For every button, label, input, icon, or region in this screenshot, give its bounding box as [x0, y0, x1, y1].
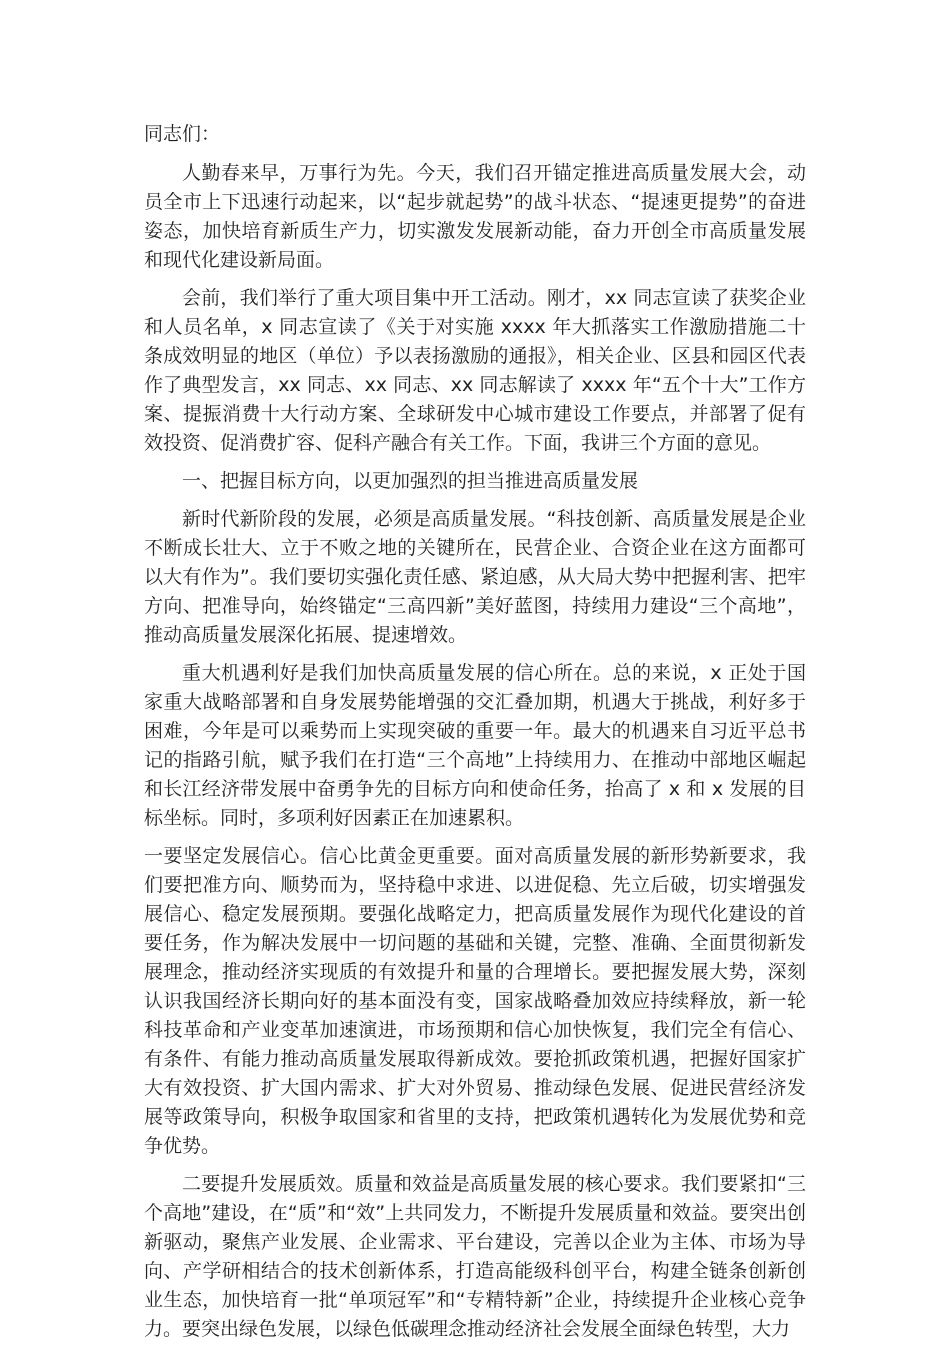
paragraph-opening: 人勤春来早，万事行为先。今天，我们召开锚定推进高质量发展大会，动员全市上下迅速行动起来，以“起步就起势”的战斗状态、“提速更提势”的奋进姿态，加快培育新质生产力，切实激发发展新动能，奋力开创全市高质量发展和现代化建设新局面。 — [144, 162, 806, 271]
document-page — [144, 120, 806, 1353]
section-heading-1: 一、把握目标方向，以更加强烈的担当推进高质量发展 — [182, 470, 639, 492]
paragraph-new-era: 新时代新阶段的发展，必须是高质量发展。“科技创新、高质量发展是企业不断成长壮大、立于不败之地的关键所在，民营企业、合资企业在这方面都可以大有作为”。我们要切实强化责任感、紧迫感，从大局大势中把握利害、把牢方向、把准导向，始终锚定“三高四新”美好蓝图，持续用力建设“三个高地”，推动高质量发展深化拓展、提速增效。 — [144, 508, 806, 646]
salutation: 同志们： — [144, 123, 221, 145]
paragraph-opportunities: 重大机遇利好是我们加快高质量发展的信心所在。总的来说，x 正处于国家重大战略部署和自身发展势能增强的交汇叠加期，机遇大于挑战，利好多于困难，今年是可以乘势而上实现突破的重要一年。最大的机遇来自习近平总书记的指路引航，赋予我们在打造“三个高地”上持续用力、在推动中部地区崛起和长江经济带发展中奋勇争先的目标方向和使命任务，抬高了 x 和 x 发展的目标坐标。同时，多项利好因素正在加速累积。 — [144, 662, 806, 829]
paragraph-confidence: 一要坚定发展信心。信心比黄金更重要。面对高质量发展的新形势新要求，我们要把准方向、顺势而为，坚持稳中求进、以进促稳、先立后破，切实增强发展信心、稳定发展预期。要强化战略定力，把高质量发展作为现代化建设的首要任务，作为解决发展中一切问题的基础和关键，完整、准确、全面贯彻新发展理念，推动经济实现质的有效提升和量的合理增长。要把握发展大势，深刻认识我国经济长期向好的基本面没有变，国家战略叠加效应持续释放，新一轮科技革命和产业变革加速演进，市场预期和信心加快恢复，我们完全有信心、有条件、有能力推动高质量发展取得新成效。要抢抓政策机遇，把握好国家扩大有效投资、扩大国内需求、扩大对外贸易、推动绿色发展、促进民营经济发展等政策导向，积极争取国家和省里的支持，把政策机遇转化为发展优势和竞争优势。 — [144, 845, 806, 1157]
paragraph-quality: 二要提升发展质效。质量和效益是高质量发展的核心要求。我们要紧扣“三个高地”建设，在“质”和“效”上共同发力，不断提升发展质量和效益。要突出创新驱动，聚焦产业发展、企业需求、平台建设，完善以企业为主体、市场为导向、产学研相结合的技术创新体系，打造高能级科创平台，构建全链条创新创业生态，加快培育一批“单项冠军”和“专精特新”企业，持续提升企业核心竞争力。要突出绿色发展，以绿色低碳理念推动经济社会发展全面绿色转型，大力 — [144, 1173, 806, 1340]
paragraph-meeting-review: 会前，我们举行了重大项目集中开工活动。刚才，xx 同志宣读了获奖企业和人员名单，x 同志宣读了《关于对实施 xxxx 年大抓落实工作激励措施二十条成效明显的地区（单位）予以表扬激励的通报》，相关企业、区县和园区代表作了典型发言，xx 同志、xx 同志、xx 同志解读了 xxxx 年“五个十大”工作方案、提振消费十大行动方案、全球研发中心城市建设工作要点，并部署了促有效投资、促消费扩容、促科产融合有关工作。下面，我讲三个方面的意见。 — [144, 287, 806, 454]
